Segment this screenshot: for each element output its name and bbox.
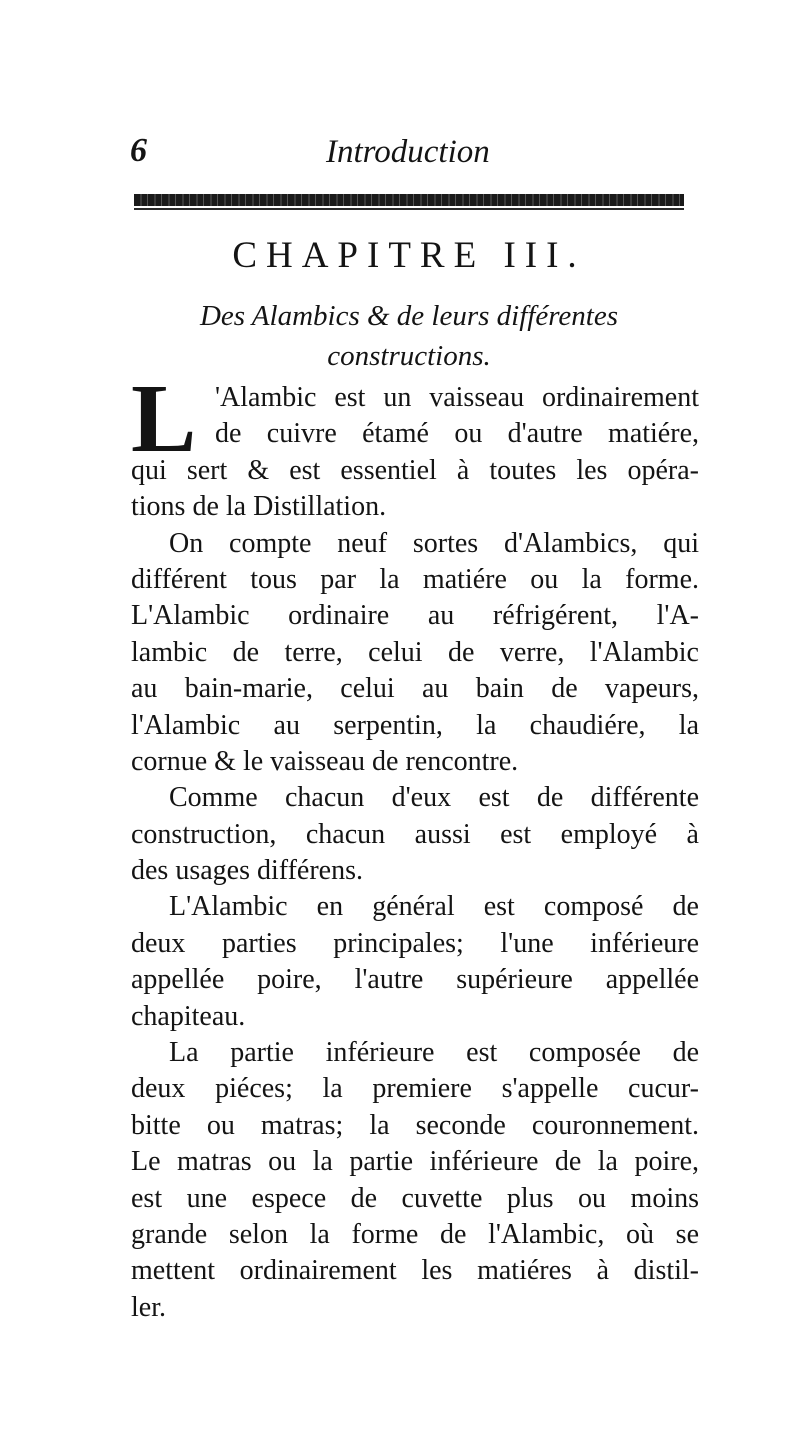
ornamental-rule bbox=[134, 194, 684, 206]
text-line: tions de la Distillation. bbox=[131, 491, 387, 523]
text-line: au bain-marie, celui au bain de vapeurs, bbox=[131, 673, 699, 705]
text-line: est une espece de cuvette plus ou moins bbox=[131, 1182, 699, 1214]
running-head bbox=[130, 128, 700, 178]
text-line: cornue & le vaisseau de rencontre. bbox=[131, 745, 519, 777]
text-line: La partie inférieure est composée de bbox=[169, 1037, 699, 1069]
chapter-subtitle bbox=[134, 296, 684, 376]
text-line: ler. bbox=[131, 1291, 166, 1323]
text-line: qui sert & est essentiel à toutes les opéra- bbox=[131, 454, 699, 486]
text-line: construction, chacun aussi est employé à bbox=[131, 818, 699, 850]
chapter-heading: CHAPITRE III. bbox=[232, 235, 586, 276]
text-line: appellée poire, l'autre supérieure appellée bbox=[131, 964, 699, 996]
chapter-subtitle-line-2: constructions. bbox=[327, 340, 491, 372]
text-line: différent tous par la matiére ou la forme. bbox=[131, 563, 699, 595]
text-line: l'Alambic au serpentin, la chaudiére, la bbox=[131, 709, 699, 741]
text-line: On compte neuf sortes d'Alambics, qui bbox=[169, 527, 699, 559]
text-line: deux piéces; la premiere s'appelle cucur- bbox=[131, 1073, 699, 1105]
text-line: 'Alambic est un vaisseau ordinairement bbox=[215, 382, 699, 413]
text-line: grande selon la forme de l'Alambic, où se bbox=[131, 1218, 699, 1250]
running-title: Introduction bbox=[326, 134, 490, 170]
chapter-subtitle-line-1: Des Alambics & de leurs différentes bbox=[199, 300, 619, 332]
text-line: L'Alambic ordinaire au réfrigérent, l'A- bbox=[131, 600, 699, 632]
ornamental-rule-underline bbox=[134, 208, 684, 210]
text-line: des usages différens. bbox=[131, 855, 363, 887]
text-line: L'Alambic en général est composé de bbox=[169, 891, 699, 923]
text-line: Comme chacun d'eux est de différente bbox=[169, 782, 699, 814]
drop-cap: L bbox=[131, 365, 197, 473]
body-text bbox=[131, 365, 699, 1326]
page-number: 6 bbox=[130, 132, 147, 169]
text-line: lambic de terre, celui de verre, l'Alambic bbox=[131, 636, 699, 668]
text-line: Le matras ou la partie inférieure de la poire, bbox=[131, 1146, 699, 1178]
text-line: deux parties principales; l'une inférieure bbox=[131, 927, 699, 959]
text-line: bitte ou matras; la seconde couronnement. bbox=[131, 1109, 699, 1141]
text-line: mettent ordinairement les matiéres à distil- bbox=[131, 1255, 699, 1287]
text-line: de cuivre étamé ou d'autre matiére, bbox=[215, 418, 699, 450]
text-line: chapiteau. bbox=[131, 1000, 246, 1032]
